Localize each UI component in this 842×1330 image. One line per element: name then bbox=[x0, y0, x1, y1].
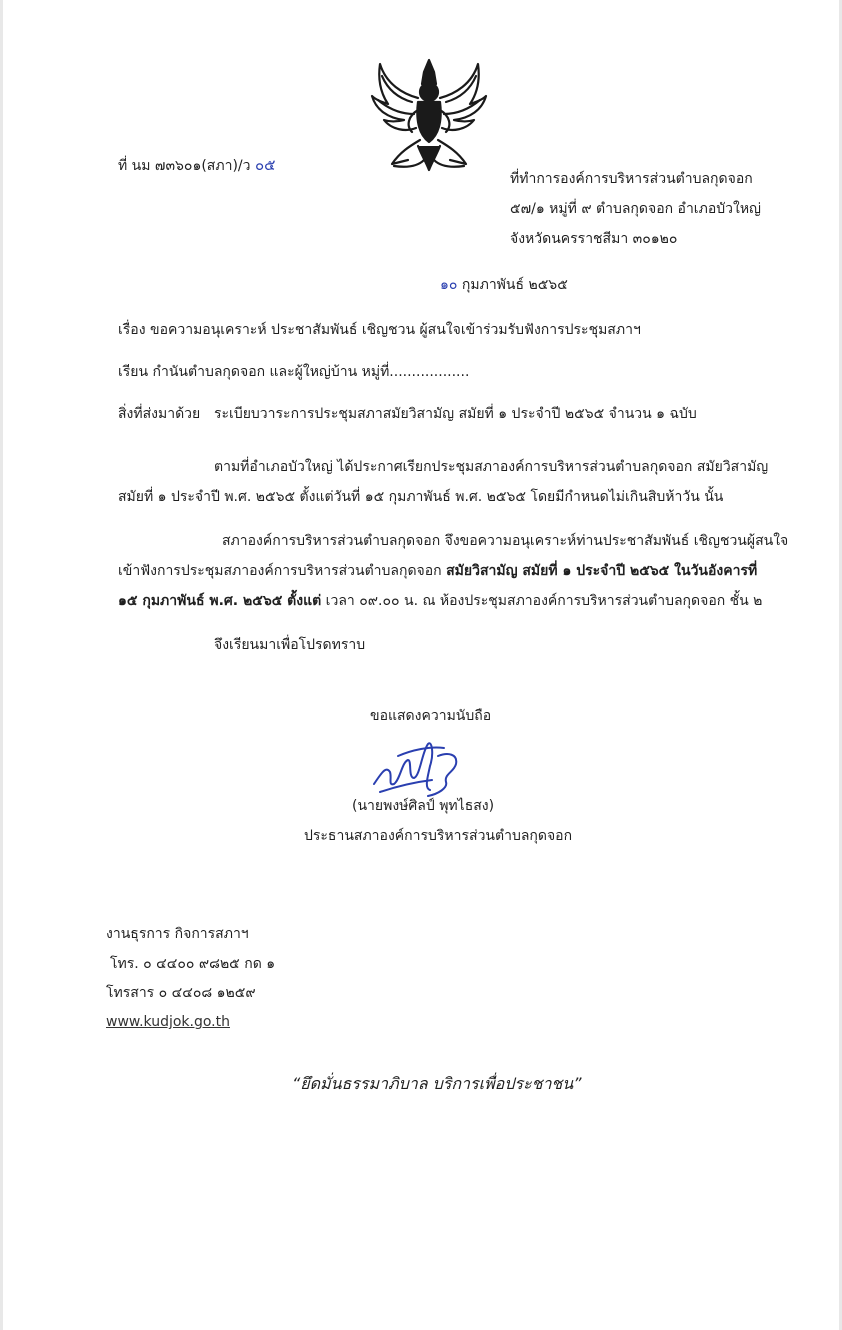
contact-fax: โทรสาร ๐ ๔๔๐๘ ๑๒๕๙ bbox=[106, 985, 256, 1001]
letter-date bbox=[440, 276, 568, 294]
garuda-emblem-icon bbox=[368, 56, 490, 176]
address-line-2: ๕๗/๑ หมู่ที่ ๙ ตำบลกุดจอก อำเภอบัวใหญ่ bbox=[510, 201, 761, 217]
contact-department: งานธุรการ กิจการสภาฯ bbox=[106, 926, 249, 942]
document-number-prefix: ที่ นม ๗๓๖๐๑(สภา)/ว bbox=[118, 158, 251, 174]
paragraph-1-line-1: ตามที่อำเภอบัวใหญ่ ได้ประกาศเรียกประชุมสภาองค์การบริหารส่วนตำบลกุดจอก สมัยวิสามัญ bbox=[214, 459, 769, 475]
date-day-handwritten: ๑๐ bbox=[440, 277, 458, 293]
address-line-1: ที่ทำการองค์การบริหารส่วนตำบลกุดจอก bbox=[510, 171, 753, 187]
paragraph-2-line-3-bold: ๑๕ กุมภาพันธ์ พ.ศ. ๒๕๖๕ ตั้งแต่ bbox=[118, 593, 322, 609]
paragraph-2-line-2 bbox=[118, 562, 757, 580]
motto: “ยึดมั่นธรรมาภิบาล บริการเพื่อประชาชน” bbox=[292, 1074, 582, 1093]
enclosure-text: ระเบียบวาระการประชุมสภาสมัยวิสามัญ สมัยที่ ๑ ประจำปี ๒๕๖๕ จำนวน ๑ ฉบับ bbox=[214, 406, 697, 422]
paragraph-2-line-2-bold: สมัยวิสามัญ สมัยที่ ๑ ประจำปี ๒๕๖๕ ในวันอังคารที่ bbox=[446, 563, 758, 579]
signer-title: ประธานสภาองค์การบริหารส่วนตำบลกุดจอก bbox=[304, 828, 573, 844]
date-month-year: กุมภาพันธ์ ๒๕๖๕ bbox=[461, 277, 568, 293]
website-link[interactable]: www.kudjok.go.th bbox=[106, 1014, 230, 1030]
closing-line: จึงเรียนมาเพื่อโปรดทราบ bbox=[214, 637, 366, 653]
document-number-handwritten: ๐๕ bbox=[254, 156, 276, 174]
handwritten-signature-icon bbox=[368, 732, 476, 802]
contact-phone: โทร. ๐ ๔๔๐๐ ๙๘๒๕ กด ๑ bbox=[110, 956, 276, 972]
enclosure-label: สิ่งที่ส่งมาด้วย bbox=[118, 406, 201, 422]
signer-name: (นายพงษ์ศิลป์ พุทไธสง) bbox=[352, 798, 495, 814]
document-number bbox=[118, 156, 275, 175]
paragraph-2-line-2-normal: เข้าฟังการประชุมสภาองค์การบริหารส่วนตำบลกุดจอก bbox=[118, 563, 447, 579]
recipient-line: เรียน กำนันตำบลกุดจอก และผู้ใหญ่บ้าน หมู่ที่.................. bbox=[118, 364, 470, 380]
subject-line: เรื่อง ขอความอนุเคราะห์ ประชาสัมพันธ์ เชิญชวน ผู้สนใจเข้าร่วมรับฟังการประชุมสภาฯ bbox=[118, 322, 641, 338]
regards: ขอแสดงความนับถือ bbox=[370, 708, 492, 724]
scan-edge-left bbox=[0, 0, 3, 1330]
address-line-3: จังหวัดนครราชสีมา ๓๐๑๒๐ bbox=[510, 231, 678, 247]
paragraph-2-line-1: สภาองค์การบริหารส่วนตำบลกุดจอก จึงขอความอนุเคราะห์ท่านประชาสัมพันธ์ เชิญชวนผู้สนใจ bbox=[222, 533, 789, 549]
paragraph-1-line-2: สมัยที่ ๑ ประจำปี พ.ศ. ๒๕๖๕ ตั้งแต่วันที่ ๑๕ กุมภาพันธ์ พ.ศ. ๒๕๖๕ โดยมีกำหนดไม่เกินสิบห้าวัน นั้น bbox=[118, 489, 724, 505]
paragraph-2-line-3-normal: เวลา ๐๙.๐๐ น. ณ ห้องประชุมสภาองค์การบริหารส่วนตำบลกุดจอก ชั้น ๒ bbox=[321, 593, 763, 609]
paragraph-2-line-3 bbox=[118, 592, 762, 610]
